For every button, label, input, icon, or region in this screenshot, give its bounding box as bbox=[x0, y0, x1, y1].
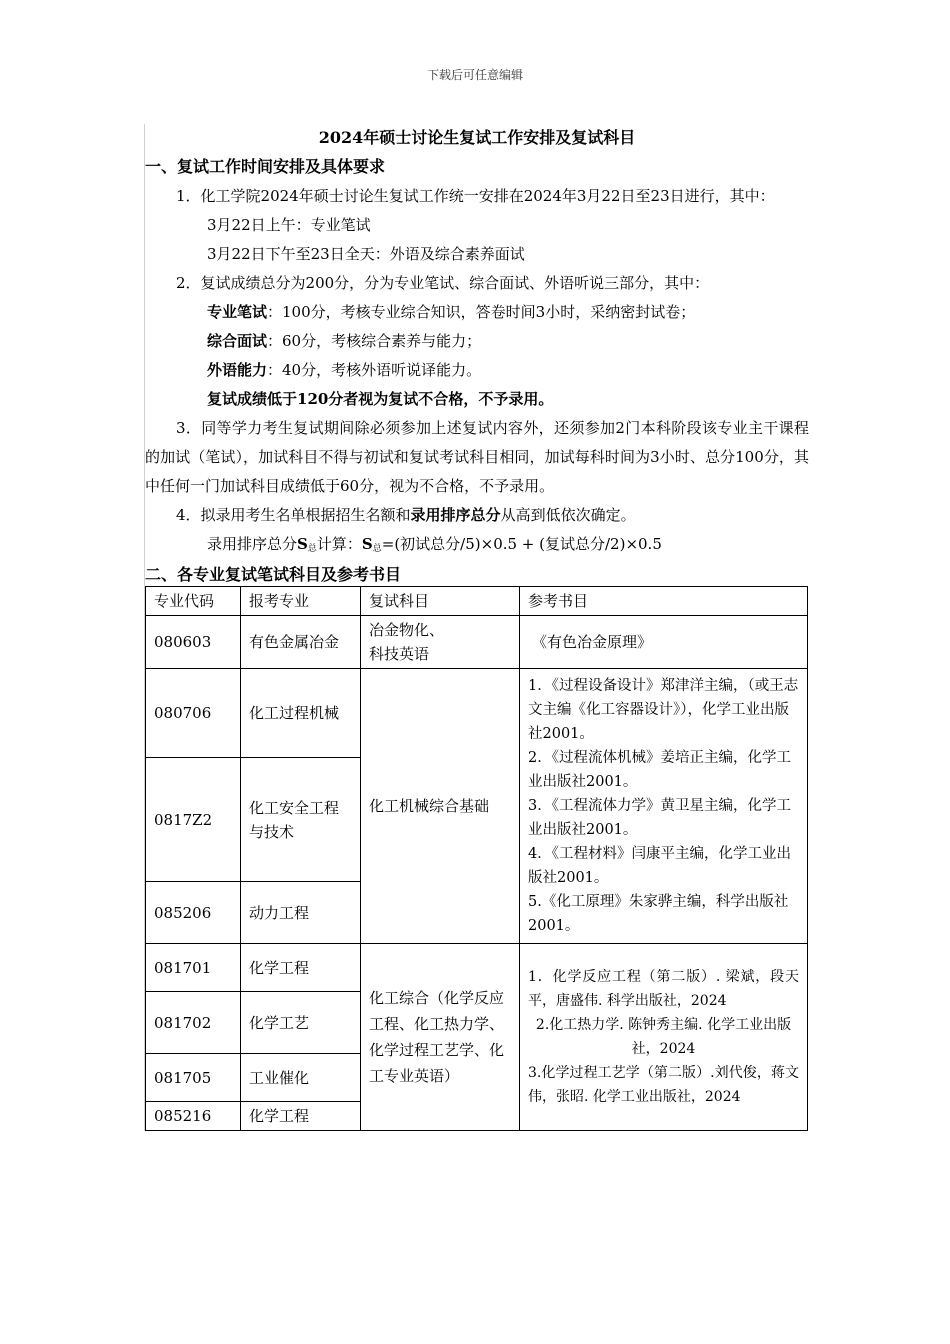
reference-item: 3.化学过程工艺学（第二版）.刘代俊，蒋文伟，张昭. 化学工业出版社，2024 bbox=[528, 1065, 799, 1105]
item2-written-text: ：100分，考核专业综合知识，答卷时间3小时，采纳密封试卷； bbox=[267, 303, 696, 321]
cell-major: 化工安全工程与技术 bbox=[241, 758, 361, 882]
cell-subject bbox=[361, 616, 520, 669]
document-body bbox=[144, 124, 809, 1131]
cell-major: 化学工程 bbox=[241, 944, 361, 992]
col-header-major: 报考专业 bbox=[241, 587, 361, 616]
formula-s1: S bbox=[297, 535, 308, 553]
cell-code: 0817Z2 bbox=[146, 758, 241, 882]
section2-heading: 二、各专业复试笔试科目及参考书目 bbox=[145, 565, 402, 584]
cell-subject-merged: 化工综合（化学反应工程、化工热力学、化学过程工艺学、化工专业英语） bbox=[361, 944, 520, 1131]
cell-reference: 《有色冶金原理》 bbox=[520, 616, 808, 669]
table-row bbox=[146, 616, 808, 669]
item2-written-label: 专业笔试 bbox=[207, 303, 268, 321]
item2-note: 复试成绩低于120分者视为复试不合格，不予录用。 bbox=[207, 390, 554, 408]
cell-major: 工业催化 bbox=[241, 1054, 361, 1102]
col-header-subject: 复试科目 bbox=[361, 587, 520, 616]
item4-paragraph bbox=[145, 501, 809, 530]
cell-major: 有色金属冶金 bbox=[241, 616, 361, 669]
reference-item: 4．《工程材料》闫康平主编，化学工业出版社2001。 bbox=[528, 846, 791, 886]
formula-pre: 录用排序总分 bbox=[207, 535, 298, 553]
section1-heading: 一、复试工作时间安排及具体要求 bbox=[145, 157, 386, 176]
formula-sub2: 总 bbox=[372, 544, 382, 554]
reference-item: 2.化工热力学. 陈钟秀主编. 化学工业出版社，2024 bbox=[535, 1017, 792, 1057]
reference-item: 2．《过程流体机械》姜培正主编，化学工业出版社2001。 bbox=[528, 750, 791, 790]
formula-sub1: 总 bbox=[307, 544, 317, 554]
col-header-reference: 参考书目 bbox=[520, 587, 808, 616]
cell-code: 081705 bbox=[146, 1054, 241, 1102]
col-header-code: 专业代码 bbox=[146, 587, 241, 616]
cell-reference-list bbox=[520, 669, 808, 944]
item2-written bbox=[145, 298, 809, 327]
table-row bbox=[146, 669, 808, 758]
table-header-row bbox=[146, 587, 808, 616]
formula-rest: =(初试总分/5)×0.5 + (复试总分/2)×0.5 bbox=[381, 535, 662, 553]
formula-s2: S bbox=[361, 535, 373, 553]
reference-item: 3．《工程流体力学》黄卫星主编，化学工业出版社2001。 bbox=[528, 798, 791, 838]
document-title: 2024年硕士讨论生复试工作安排及复试科目 bbox=[318, 128, 636, 147]
item2-interview-label: 综合面试 bbox=[207, 332, 268, 350]
subject-line-1: 冶金物化、 bbox=[369, 621, 445, 639]
cell-code: 080706 bbox=[146, 669, 241, 758]
item2-interview-text: ：60分，考核综合素养与能力； bbox=[267, 332, 482, 350]
cell-major: 动力工程 bbox=[241, 882, 361, 944]
item1-paragraph: 1．化工学院2024年硕士讨论生复试工作统一安排在2024年3月22日至23日进行，其中： bbox=[176, 187, 775, 205]
reference-item: 1．化学反应工程（第二版）. 梁斌，段天平，唐盛伟. 科学出版社，2024 bbox=[528, 969, 799, 1009]
item2-language-label: 外语能力 bbox=[207, 361, 268, 379]
cell-code: 085216 bbox=[146, 1102, 241, 1131]
cell-code: 081701 bbox=[146, 944, 241, 992]
reference-item: 5.《化工原理》朱家骅主编，科学出版社2001。 bbox=[528, 894, 789, 934]
item1-schedule-b: 3月22日下午至23日全天：外语及综合素养面试 bbox=[207, 245, 525, 263]
subjects-table bbox=[145, 586, 808, 1131]
header-note: 下载后可任意编辑 bbox=[426, 68, 523, 82]
subject-line-2: 科技英语 bbox=[369, 645, 430, 663]
cell-reference-list bbox=[520, 944, 808, 1131]
cell-code: 080603 bbox=[146, 616, 241, 669]
cell-major: 化工过程机械 bbox=[241, 669, 361, 758]
formula-mid: 计算： bbox=[316, 535, 362, 553]
cell-major: 化学工艺 bbox=[241, 992, 361, 1054]
cell-code: 085206 bbox=[146, 882, 241, 944]
item2-language bbox=[145, 356, 809, 385]
item3-paragraph: 3．同等学力考生复试期间除必须参加上述复试内容外，还须参加2门本科阶段该专业主干课程的加试（笔试），加试科目不得与初试和复试考试科目相同，加试每科时间为3小时、总分100分，其中任何一门加试科目成绩低于60分，视为不合格，不予录用。 bbox=[145, 419, 809, 495]
cell-major: 化学工程 bbox=[241, 1102, 361, 1131]
item1-schedule-a: 3月22日上午：专业笔试 bbox=[207, 216, 371, 234]
item2-paragraph: 2．复试成绩总分为200分，分为专业笔试、综合面试、外语听说三部分，其中： bbox=[176, 274, 710, 292]
cell-subject-merged: 化工机械综合基础 bbox=[361, 669, 520, 944]
formula-line bbox=[145, 530, 809, 564]
item4-post: 从高到低依次确定。 bbox=[500, 506, 636, 524]
cell-code: 081702 bbox=[146, 992, 241, 1054]
item2-interview bbox=[145, 327, 809, 356]
table-row bbox=[146, 944, 808, 992]
item4-pre: 4．拟录用考生名单根据招生名额和 bbox=[176, 506, 411, 524]
reference-item: 1．《过程设备设计》郑津洋主编，（或王志文主编《化工容器设计》），化学工业出版社2001。 bbox=[528, 678, 799, 742]
item4-bold: 录用排序总分 bbox=[410, 506, 501, 524]
item2-language-text: ：40分，考核外语听说译能力。 bbox=[267, 361, 482, 379]
